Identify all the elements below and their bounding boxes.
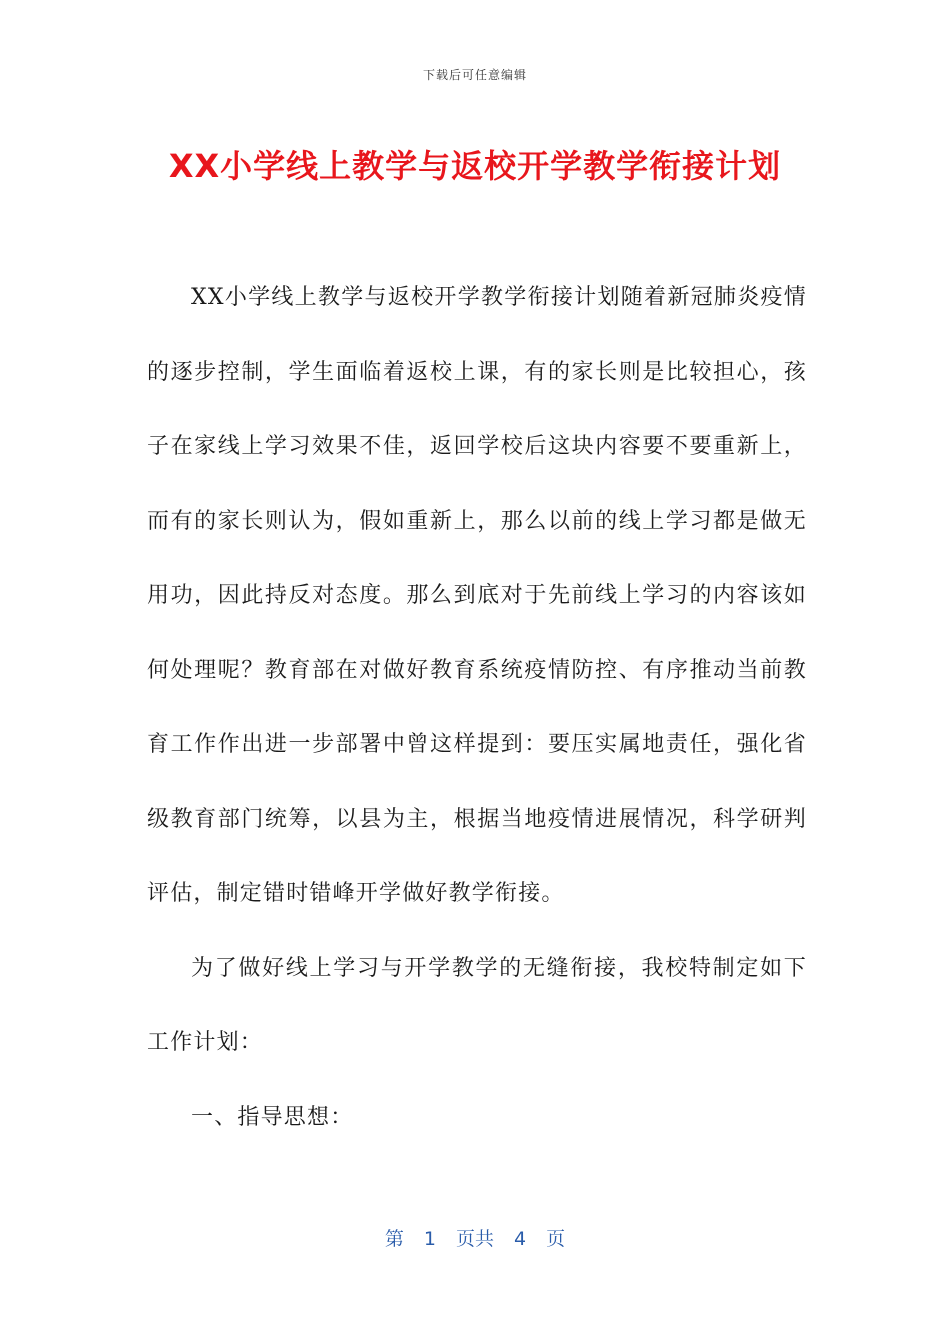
section-heading-guiding-ideology: 一、指导思想： [191,1104,354,1130]
document-body [147,261,807,1155]
paragraph-plan-statement: 为了做好线上学习与开学教学的无缝衔接，我校特制定如下工作计划： [147,955,807,1055]
footer-total-pages: 4 [514,1228,527,1250]
page-header-note: 下载后可任意编辑 [422,68,527,82]
page-footer [0,1224,950,1251]
footer-current-page: 1 [423,1228,436,1250]
footer-page-mid: 页共 [455,1228,494,1250]
document-title: XX小学线上教学与返校开学教学衔接计划 [168,147,782,185]
footer-page-suffix: 页 [546,1228,566,1250]
paragraph-intro: XX小学线上教学与返校开学教学衔接计划随着新冠肺炎疫情的逐步控制，学生面临着返校上课，有的家长则是比较担心，孩子在家线上学习效果不佳，返回学校后这块内容要不要重新上，而有的家长则认为，假如重新上，那么以前的线上学习都是做无用功，因此持反对态度。那么到底对于先前线上学习的内容该如何处理呢？教育部在对做好教育系统疫情防控、有序推动当前教育工作作出进一步部署中曾这样提到：要压实属地责任，强化省级教育部门统筹，以县为主，根据当地疫情进展情况，科学研判评估，制定错时错峰开学做好教学衔接。 [147,285,807,906]
footer-page-prefix: 第 [384,1228,404,1250]
